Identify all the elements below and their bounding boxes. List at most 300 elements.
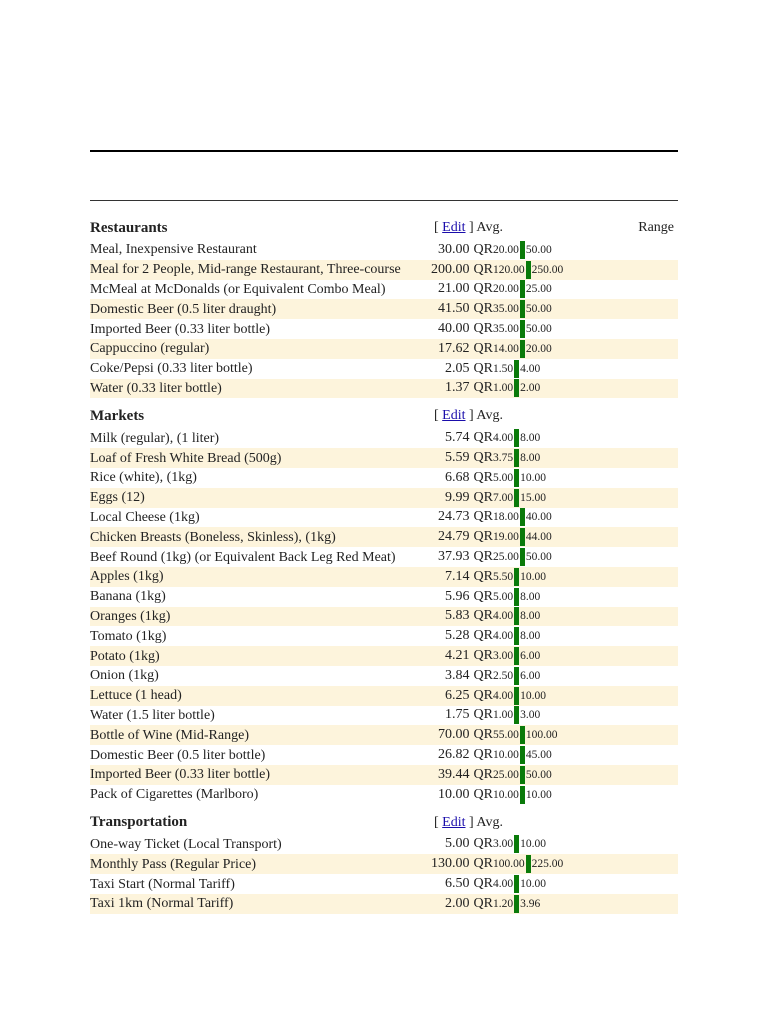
table-row (90, 854, 678, 874)
item-range (493, 766, 552, 784)
range-min: 4.00 (493, 630, 514, 643)
item-range (493, 855, 563, 873)
section-restaurants (90, 216, 678, 398)
range-max: 8.00 (520, 432, 541, 445)
currency-label: QR (473, 747, 493, 763)
range-bar (520, 320, 525, 338)
item-avg (418, 688, 493, 704)
currency-label: QR (473, 450, 493, 466)
section-header (90, 811, 678, 835)
item-range (493, 786, 552, 804)
edit-link[interactable]: Edit (442, 814, 466, 830)
range-bar (514, 875, 519, 893)
range-min: 4.00 (493, 432, 514, 445)
range-min: 4.00 (493, 689, 514, 702)
avg-column-label: Avg. (476, 220, 503, 235)
currency-label: QR (473, 588, 493, 604)
table-row (90, 874, 678, 894)
range-min: 25.00 (493, 551, 519, 564)
range-max: 225.00 (531, 858, 564, 871)
table-row (90, 725, 678, 745)
top-rule (90, 150, 678, 152)
table-row (90, 240, 678, 260)
item-avg (418, 896, 493, 912)
item-avg (418, 569, 493, 585)
range-max: 50.00 (525, 551, 552, 564)
currency-label: QR (473, 766, 493, 782)
item-range (493, 607, 540, 625)
avg-value: 1.37 (445, 380, 470, 396)
range-min: 1.20 (493, 897, 514, 910)
range-min: 55.00 (493, 729, 519, 742)
avg-value: 5.28 (445, 628, 470, 644)
avg-value: 17.62 (438, 340, 470, 356)
header-rule (90, 200, 678, 201)
item-range (493, 875, 546, 893)
range-min: 20.00 (493, 243, 519, 256)
range-min: 35.00 (493, 303, 519, 316)
avg-value: 5.74 (445, 430, 470, 446)
avg-value: 200.00 (431, 261, 470, 277)
item-range (493, 746, 552, 764)
currency-label: QR (473, 836, 493, 852)
item-avg (418, 549, 493, 565)
item-avg (418, 589, 493, 605)
avg-value: 130.00 (431, 856, 470, 872)
item-avg (418, 321, 493, 337)
range-max: 3.96 (520, 897, 541, 910)
range-bar (520, 340, 525, 358)
item-name: Tomato (1kg) (90, 628, 167, 644)
range-max: 15.00 (520, 491, 546, 504)
item-range (493, 726, 558, 744)
item-range (493, 360, 540, 378)
range-max: 10.00 (520, 471, 546, 484)
currency-label: QR (473, 608, 493, 624)
range-bar (526, 855, 531, 873)
currency-label: QR (473, 707, 493, 723)
item-name: Loaf of Fresh White Bread (500g) (90, 450, 282, 466)
avg-value: 24.79 (438, 529, 470, 545)
item-name: Domestic Beer (0.5 liter bottle) (90, 747, 266, 763)
currency-label: QR (473, 301, 493, 317)
item-name: Meal, Inexpensive Restaurant (90, 242, 257, 258)
item-name: Domestic Beer (0.5 liter draught) (90, 301, 277, 317)
range-bar (520, 548, 525, 566)
avg-value: 2.00 (445, 895, 470, 911)
item-name: Water (0.33 liter bottle) (90, 380, 222, 396)
range-bar (514, 687, 519, 705)
currency-label: QR (473, 628, 493, 644)
range-bar (520, 508, 525, 526)
range-bar (520, 528, 525, 546)
range-min: 35.00 (493, 323, 519, 336)
range-min: 5.00 (493, 471, 514, 484)
range-max: 10.00 (520, 838, 546, 851)
item-avg (418, 628, 493, 644)
range-bar (514, 449, 519, 467)
range-column-label: Range (638, 220, 674, 235)
range-bar (514, 469, 519, 487)
range-bar (514, 429, 519, 447)
avg-value: 1.75 (445, 707, 470, 723)
table-row (90, 359, 678, 379)
table-row (90, 280, 678, 300)
item-avg (418, 341, 493, 357)
item-avg (418, 747, 493, 763)
range-bar (514, 647, 519, 665)
item-name: Apples (1kg) (90, 569, 164, 585)
avg-value: 9.99 (445, 489, 470, 505)
currency-label: QR (473, 261, 493, 277)
item-avg (418, 529, 493, 545)
table-row (90, 299, 678, 319)
range-bar (514, 607, 519, 625)
avg-value: 70.00 (438, 727, 470, 743)
avg-value: 10.00 (438, 786, 470, 802)
item-avg (418, 361, 493, 377)
avg-value: 21.00 (438, 281, 470, 297)
table-row (90, 428, 678, 448)
item-name: Rice (white), (1kg) (90, 470, 197, 486)
item-name: Eggs (12) (90, 490, 145, 506)
item-avg (418, 262, 493, 278)
section-title: Transportation (90, 814, 188, 831)
item-name: Taxi 1km (Normal Tariff) (90, 896, 234, 912)
range-bar (520, 746, 525, 764)
range-min: 7.00 (493, 491, 514, 504)
item-avg (418, 380, 493, 396)
item-range (493, 627, 540, 645)
range-max: 8.00 (520, 452, 541, 465)
table-row (90, 448, 678, 468)
item-name: Water (1.5 liter bottle) (90, 707, 215, 723)
avg-value: 7.14 (445, 568, 470, 584)
range-min: 1.50 (493, 362, 514, 375)
range-max: 10.00 (520, 689, 546, 702)
item-avg (418, 727, 493, 743)
table-row (90, 508, 678, 528)
range-bar (514, 706, 519, 724)
range-max: 6.00 (520, 650, 541, 663)
avg-value: 3.84 (445, 667, 470, 683)
item-avg (418, 490, 493, 506)
range-min: 3.00 (493, 838, 514, 851)
avg-value: 24.73 (438, 509, 470, 525)
table-row (90, 686, 678, 706)
currency-label: QR (473, 687, 493, 703)
item-avg (418, 450, 493, 466)
range-bar (520, 280, 525, 298)
section-title: Restaurants (90, 219, 168, 236)
item-range (493, 647, 540, 665)
range-bar (520, 726, 525, 744)
currency-label: QR (473, 360, 493, 376)
range-min: 5.50 (493, 570, 514, 583)
section-header (90, 216, 678, 240)
range-max: 50.00 (525, 303, 552, 316)
range-min: 4.00 (493, 610, 514, 623)
item-avg (418, 876, 493, 892)
item-name: Pack of Cigarettes (Marlboro) (90, 787, 259, 803)
currency-label: QR (473, 509, 493, 525)
range-min: 10.00 (493, 749, 519, 762)
item-name: Banana (1kg) (90, 589, 166, 605)
item-range (493, 528, 552, 546)
range-min: 14.00 (493, 342, 519, 355)
section-markets (90, 404, 678, 804)
range-max: 8.00 (520, 630, 541, 643)
item-avg (418, 668, 493, 684)
range-max: 4.00 (520, 362, 541, 375)
currency-label: QR (473, 469, 493, 485)
item-name: Potato (1kg) (90, 648, 160, 664)
range-max: 8.00 (520, 590, 541, 603)
item-avg (418, 648, 493, 664)
item-range (493, 895, 540, 913)
avg-value: 5.83 (445, 608, 470, 624)
item-avg (418, 787, 493, 803)
item-range (493, 320, 552, 338)
item-range (493, 300, 552, 318)
range-bar (514, 627, 519, 645)
range-min: 120.00 (493, 263, 525, 276)
currency-label: QR (473, 489, 493, 505)
table-row (90, 567, 678, 587)
item-name: Imported Beer (0.33 liter bottle) (90, 321, 270, 337)
range-bar (514, 360, 519, 378)
item-name: Chicken Breasts (Boneless, Skinless), (1kg) (90, 529, 336, 545)
item-range (493, 667, 540, 685)
avg-value: 30.00 (438, 241, 470, 257)
range-bar (520, 786, 525, 804)
range-bar (514, 667, 519, 685)
avg-value: 41.50 (438, 301, 470, 317)
item-name: Taxi Start (Normal Tariff) (90, 876, 235, 892)
item-avg (418, 707, 493, 723)
item-avg (418, 767, 493, 783)
avg-value: 37.93 (438, 549, 470, 565)
range-min: 25.00 (493, 768, 519, 781)
table-row (90, 607, 678, 627)
item-range (493, 429, 540, 447)
item-avg (418, 608, 493, 624)
currency-label: QR (473, 667, 493, 683)
item-avg (418, 836, 493, 852)
range-max: 50.00 (525, 768, 552, 781)
item-range (493, 548, 552, 566)
item-name: Coke/Pepsi (0.33 liter bottle) (90, 361, 253, 377)
item-range (493, 508, 552, 526)
table-row (90, 547, 678, 567)
table-row (90, 706, 678, 726)
range-min: 100.00 (493, 858, 525, 871)
item-name: Beef Round (1kg) (or Equivalent Back Leg Red Meat) (90, 549, 396, 565)
item-avg (418, 242, 493, 258)
item-avg (418, 281, 493, 297)
avg-value: 26.82 (438, 747, 470, 763)
range-min: 3.00 (493, 650, 514, 663)
price-tables (90, 216, 678, 920)
edit-link[interactable]: Edit (442, 408, 466, 424)
item-name: Bottle of Wine (Mid-Range) (90, 727, 249, 743)
table-row (90, 587, 678, 607)
item-range (493, 340, 552, 358)
range-max: 40.00 (525, 511, 552, 524)
table-row (90, 626, 678, 646)
table-row (90, 260, 678, 280)
table-row (90, 468, 678, 488)
item-avg (418, 509, 493, 525)
edit-control: [ Edit ] Avg. (434, 220, 503, 235)
currency-label: QR (473, 340, 493, 356)
range-max: 50.00 (525, 243, 552, 256)
range-max: 2.00 (520, 382, 541, 395)
avg-column-label: Avg. (476, 408, 503, 424)
table-row (90, 488, 678, 508)
currency-label: QR (473, 529, 493, 545)
table-row (90, 894, 678, 914)
table-row (90, 379, 678, 399)
currency-label: QR (473, 549, 493, 565)
table-row (90, 666, 678, 686)
item-name: Oranges (1kg) (90, 608, 171, 624)
avg-value: 39.44 (438, 766, 470, 782)
item-name: Imported Beer (0.33 liter bottle) (90, 767, 270, 783)
range-min: 5.00 (493, 590, 514, 603)
range-min: 18.00 (493, 511, 519, 524)
item-name: Milk (regular), (1 liter) (90, 430, 220, 446)
range-max: 10.00 (520, 878, 546, 890)
avg-value: 5.59 (445, 450, 470, 466)
table-row (90, 785, 678, 805)
currency-label: QR (473, 856, 493, 872)
item-name: Lettuce (1 head) (90, 688, 182, 704)
currency-label: QR (473, 321, 493, 337)
table-row (90, 527, 678, 547)
item-avg (418, 301, 493, 317)
item-name: Monthly Pass (Regular Price) (90, 856, 257, 872)
range-bar (514, 568, 519, 586)
avg-value: 6.25 (445, 687, 470, 703)
currency-label: QR (473, 241, 493, 257)
item-range (493, 706, 540, 724)
item-avg (418, 856, 493, 872)
currency-label: QR (473, 786, 493, 802)
range-max: 8.00 (520, 610, 541, 623)
item-avg (418, 470, 493, 486)
range-max: 50.00 (525, 323, 552, 336)
avg-column-label: Avg. (476, 814, 503, 830)
range-bar (514, 895, 519, 913)
avg-value: 6.68 (445, 469, 470, 485)
item-range (493, 241, 552, 259)
range-bar (520, 300, 525, 318)
table-row (90, 646, 678, 666)
item-range (493, 449, 540, 467)
range-min: 19.00 (493, 531, 519, 544)
currency-label: QR (473, 895, 493, 911)
edit-link[interactable]: Edit (442, 220, 466, 235)
currency-label: QR (473, 648, 493, 664)
range-min: 3.75 (493, 452, 514, 465)
range-max: 3.00 (520, 709, 541, 722)
section-transportation (90, 811, 678, 914)
range-bar (520, 766, 525, 784)
avg-value: 40.00 (438, 321, 470, 337)
range-max: 100.00 (525, 729, 558, 742)
range-bar (514, 588, 519, 606)
currency-label: QR (473, 430, 493, 446)
item-range (493, 568, 546, 586)
range-min: 4.00 (493, 878, 514, 890)
currency-label: QR (473, 281, 493, 297)
range-max: 250.00 (531, 263, 564, 276)
range-min: 20.00 (493, 283, 519, 296)
range-min: 2.50 (493, 669, 514, 682)
currency-label: QR (473, 876, 493, 891)
range-max: 6.00 (520, 669, 541, 682)
item-name: Onion (1kg) (90, 668, 159, 684)
table-row (90, 835, 678, 855)
table-row (90, 339, 678, 359)
table-row (90, 765, 678, 785)
range-max: 25.00 (525, 283, 552, 296)
range-bar (526, 261, 531, 279)
range-bar (514, 489, 519, 507)
section-header (90, 404, 678, 428)
item-range (493, 835, 546, 853)
item-name: One-way Ticket (Local Transport) (90, 836, 282, 852)
avg-value: 5.96 (445, 588, 470, 604)
item-range (493, 379, 540, 397)
range-min: 10.00 (493, 788, 519, 801)
item-name: Local Cheese (1kg) (90, 509, 200, 525)
item-range (493, 489, 546, 507)
edit-control: [ Edit ] Avg. (434, 814, 503, 830)
item-name: Cappuccino (regular) (90, 341, 210, 357)
range-max: 10.00 (520, 570, 546, 583)
table-row (90, 319, 678, 339)
avg-value: 5.00 (445, 836, 470, 852)
range-bar (520, 241, 525, 259)
range-bar (514, 379, 519, 397)
range-min: 1.00 (493, 382, 514, 395)
item-range (493, 469, 546, 487)
avg-value: 2.05 (445, 360, 470, 376)
range-max: 44.00 (525, 531, 552, 544)
section-title: Markets (90, 407, 145, 424)
edit-control: [ Edit ] Avg. (434, 408, 503, 424)
range-min: 1.00 (493, 709, 514, 722)
item-name: Meal for 2 People, Mid-range Restaurant, Three-course (90, 262, 401, 278)
currency-label: QR (473, 727, 493, 743)
avg-value: 4.21 (445, 648, 470, 664)
range-max: 10.00 (525, 788, 552, 801)
table-row (90, 745, 678, 765)
item-range (493, 687, 546, 705)
range-max: 45.00 (525, 749, 552, 762)
item-name: McMeal at McDonalds (or Equivalent Combo Meal) (90, 281, 386, 297)
item-avg (418, 430, 493, 446)
range-bar (514, 835, 519, 853)
avg-value: 6.50 (445, 876, 470, 891)
item-range (493, 261, 563, 279)
item-range (493, 588, 540, 606)
currency-label: QR (473, 380, 493, 396)
item-range (493, 280, 552, 298)
currency-label: QR (473, 568, 493, 584)
